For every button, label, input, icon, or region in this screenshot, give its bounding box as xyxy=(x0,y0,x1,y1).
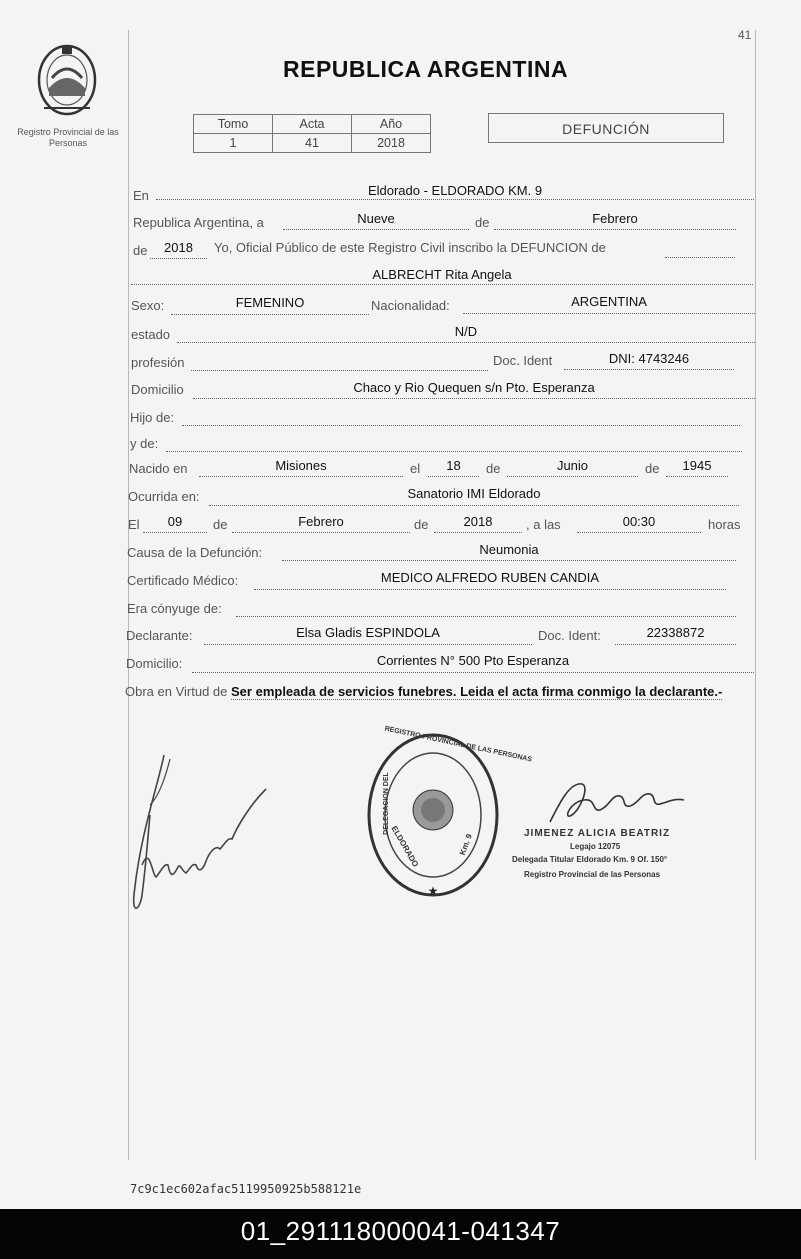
acta-value: 41 xyxy=(273,134,352,153)
page-number: 41 xyxy=(738,28,752,42)
label-de: de xyxy=(475,215,490,230)
stamp-name: JIMENEZ ALICIA BEATRIZ xyxy=(524,828,671,839)
officer-signature xyxy=(540,772,690,832)
value-sexo: FEMENINO xyxy=(235,295,305,310)
leader-declarante-doc xyxy=(615,644,736,645)
value-nacido-en: Misiones xyxy=(275,458,327,473)
value-def-hora: 00:30 xyxy=(622,514,656,529)
document-title: REPUBLICA ARGENTINA xyxy=(283,56,569,82)
leader-declarante xyxy=(204,644,532,645)
label-obra: Obra en Virtud de xyxy=(125,684,228,699)
label-ocurrida-en: Ocurrida en: xyxy=(128,489,200,504)
label-en: En xyxy=(133,188,149,203)
record-type-box: DEFUNCIÓN xyxy=(488,113,724,143)
value-doc-ident: DNI: 4743246 xyxy=(608,351,690,366)
label-el: el xyxy=(410,461,421,476)
leader-nacionalidad xyxy=(463,313,755,314)
value-lugar: Eldorado - ELDORADO KM. 9 xyxy=(367,183,543,198)
value-certificado: MEDICO ALFREDO RUBEN CANDIA xyxy=(380,570,600,585)
label-certificado: Certificado Médico: xyxy=(127,573,239,588)
leader-domicilio xyxy=(193,398,755,399)
label-yo: Yo, Oficial Público de este Registro Civil inscribo la DEFUNCION de xyxy=(214,240,606,255)
leader-declarante-domicilio xyxy=(192,672,754,673)
obra-paragraph xyxy=(125,682,753,701)
value-def-dia: 09 xyxy=(167,514,183,529)
label-domicilio-declarante: Domicilio: xyxy=(126,656,183,671)
leader-def-mes xyxy=(232,532,410,533)
leader-doc xyxy=(564,369,734,370)
provincial-emblem-icon xyxy=(34,38,100,118)
value-nac-mes: Junio xyxy=(556,458,589,473)
leader-yo-end xyxy=(665,257,735,258)
leader-sexo xyxy=(171,314,369,315)
label-declarante: Declarante: xyxy=(126,628,193,643)
registry-label: Registro Provincial de las Personas xyxy=(17,127,119,148)
leader-mes xyxy=(494,229,736,230)
leader-en xyxy=(156,199,754,200)
seal-left-text: ELDORADO xyxy=(389,824,421,869)
leader-causa xyxy=(282,560,736,561)
seal-ring-text: REGISTRO PROVINCIAL DE LAS PERSONAS xyxy=(383,725,533,764)
seal-bottom-text: DELEGACION DEL xyxy=(382,772,390,835)
label-conyuge: Era cónyuge de: xyxy=(127,601,222,616)
leader-def-dia xyxy=(143,532,207,533)
anio-value: 2018 xyxy=(352,134,431,153)
stamp-legajo: Legajo 12075 xyxy=(570,842,621,851)
label-de-anio: de xyxy=(133,243,148,258)
leader-nac-mes xyxy=(507,476,638,477)
label-nacido-en: Nacido en xyxy=(129,461,188,476)
leader-estado xyxy=(177,342,755,343)
declarant-signature xyxy=(120,745,280,925)
label-el-def: El xyxy=(128,517,140,532)
value-obra: Ser empleada de servicios funebres. Leida el acta firma conmigo la declarante.- xyxy=(231,684,723,699)
svg-text:★: ★ xyxy=(427,884,439,898)
leader-conyuge xyxy=(236,616,736,617)
label-de-nac2: de xyxy=(645,461,660,476)
footer-code-bar: 01_291118000041-041347 xyxy=(0,1209,801,1259)
label-y-de: y de: xyxy=(130,436,159,451)
value-nac-dia: 18 xyxy=(446,458,461,473)
value-domicilio: Chaco y Rio Quequen s/n Pto. Esperanza xyxy=(353,380,595,395)
value-causa: Neumonia xyxy=(479,542,539,557)
leader-ocurrida-en xyxy=(209,505,739,506)
document-hash: 7c9c1ec602afac5119950925b588121e xyxy=(130,1182,362,1196)
label-de-def2: de xyxy=(414,517,429,532)
label-causa: Causa de la Defunción: xyxy=(127,545,263,560)
label-de-def1: de xyxy=(213,517,228,532)
label-estado: estado xyxy=(131,327,171,342)
label-profesion: profesión xyxy=(131,355,185,370)
value-def-mes: Febrero xyxy=(298,514,344,529)
leader-hijo-de xyxy=(182,425,740,426)
leader-nac-anio xyxy=(666,476,728,477)
leader-def-hora xyxy=(577,532,701,533)
leader-profesion xyxy=(191,370,488,371)
leader-anio xyxy=(150,258,207,259)
label-republica: Republica Argentina, a xyxy=(133,215,264,230)
leader-nac-dia xyxy=(428,476,479,477)
value-declarante-domicilio: Corrientes N° 500 Pto Esperanza xyxy=(376,653,570,668)
value-nacionalidad: ARGENTINA xyxy=(571,294,647,309)
stamp-cargo: Delegada Titular Eldorado Km. 9 Of. 150° xyxy=(512,855,668,864)
leader-nombre xyxy=(131,284,753,285)
label-horas: horas xyxy=(708,517,741,532)
label-doc-ident: Doc. Ident xyxy=(493,353,553,368)
record-table xyxy=(193,114,431,153)
leader-def-anio xyxy=(434,532,522,533)
value-estado: N/D xyxy=(454,324,478,339)
acta-header: Acta xyxy=(273,115,352,134)
label-a-las: , a las xyxy=(526,517,561,532)
tomo-value: 1 xyxy=(194,134,273,153)
value-declarante: Elsa Gladis ESPINDOLA xyxy=(296,625,440,640)
value-nac-anio: 1945 xyxy=(682,458,712,473)
leader-dia xyxy=(283,229,469,230)
value-mes: Febrero xyxy=(592,211,638,226)
seal-right-text: Km. 9 xyxy=(457,832,474,857)
value-nombre: ALBRECHT Rita Angela xyxy=(372,267,512,282)
tomo-header: Tomo xyxy=(194,115,273,134)
leader-y-de xyxy=(166,451,742,452)
label-nacionalidad: Nacionalidad: xyxy=(371,298,450,313)
leader-nacido-en xyxy=(199,476,403,477)
value-dia: Nueve xyxy=(357,211,395,226)
value-ocurrida-en: Sanatorio IMI Eldorado xyxy=(407,486,541,501)
right-margin-line xyxy=(755,30,756,1160)
label-doc-ident-declarante: Doc. Ident: xyxy=(538,628,601,643)
value-def-anio: 2018 xyxy=(463,514,493,529)
stamp-registro: Registro Provincial de las Personas xyxy=(524,870,661,879)
value-declarante-doc: 22338872 xyxy=(646,625,705,640)
anio-header: Año xyxy=(352,115,431,134)
label-hijo-de: Hijo de: xyxy=(130,410,175,425)
left-margin-line xyxy=(128,30,129,1160)
value-anio: 2018 xyxy=(164,240,193,255)
label-de-nac1: de xyxy=(486,461,501,476)
label-domicilio: Domicilio xyxy=(131,382,184,397)
leader-certificado xyxy=(254,589,726,590)
label-sexo: Sexo: xyxy=(131,298,165,313)
